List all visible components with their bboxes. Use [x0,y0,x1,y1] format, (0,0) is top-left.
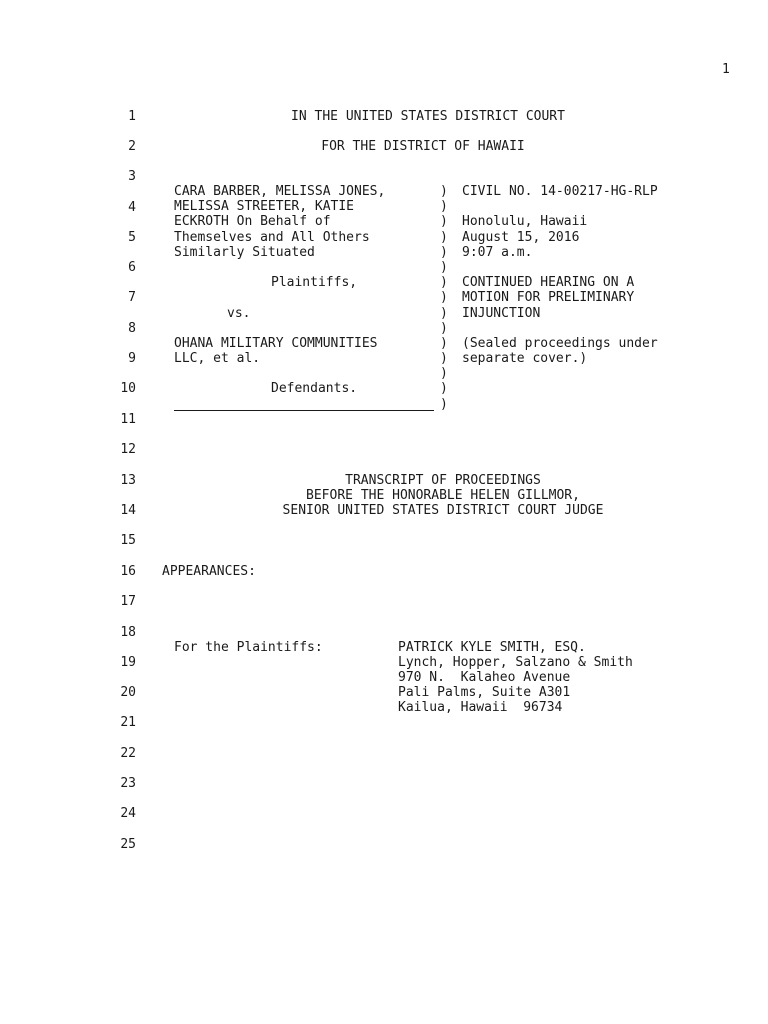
counsel-line: PATRICK KYLE SMITH, ESQ. [398,640,586,655]
page-number: 1 [722,62,730,77]
line-number: 18 [120,625,136,640]
line-number: 13 [120,473,136,488]
line-number: 25 [120,837,136,852]
civil-number: CIVIL NO. 14-00217-HG-RLP [462,184,658,199]
line-number: 4 [128,200,136,215]
line-number: 9 [128,351,136,366]
sealed-note-line: (Sealed proceedings under [462,336,658,351]
defendant-names-line: LLC, et al. [174,351,261,366]
line-number: 1 [128,109,136,124]
counsel-line: Pali Palms, Suite A301 [398,685,571,700]
caption-paren: ) [440,351,448,366]
plaintiff-names-line: CARA BARBER, MELISSA JONES, [174,184,386,199]
caption-paren: ) [440,397,448,412]
line-number: 5 [128,230,136,245]
plaintiff-names-line: MELISSA STREETER, KATIE [174,199,355,214]
caption-paren: ) [440,184,448,199]
defendant-names-line: OHANA MILITARY COMMUNITIES [174,336,378,351]
transcript-judge-line: BEFORE THE HONORABLE HELEN GILLMOR, [306,488,580,503]
line-number: 24 [120,806,136,821]
caption-paren: ) [440,336,448,351]
sealed-note-line: separate cover.) [462,351,588,366]
line-number: 16 [120,564,136,579]
hearing-date: August 15, 2016 [462,230,580,245]
line-number: 19 [120,655,136,670]
line-number: 23 [120,776,136,791]
counsel-line: Kailua, Hawaii 96734 [398,700,563,715]
transcript-title: TRANSCRIPT OF PROCEEDINGS [345,473,541,488]
line-number: 14 [120,503,136,518]
appearances-heading: APPEARANCES: [162,564,256,579]
caption-paren: ) [440,290,448,305]
counsel-line: 970 N. Kalaheo Avenue [398,670,571,685]
line-number: 17 [120,594,136,609]
hearing-title-line: MOTION FOR PRELIMINARY [462,290,635,305]
caption-paren: ) [440,381,448,396]
plaintiff-names-line: ECKROTH On Behalf of [174,214,331,229]
line-number: 8 [128,321,136,336]
caption-paren: ) [440,366,448,381]
hearing-location: Honolulu, Hawaii [462,214,588,229]
caption-underline [174,410,434,411]
line-number: 7 [128,290,136,305]
caption-paren: ) [440,199,448,214]
line-number: 2 [128,139,136,154]
versus-label: vs. [227,306,251,321]
plaintiffs-label: Plaintiffs, [271,275,358,290]
line-number: 10 [120,381,136,396]
line-number: 22 [120,746,136,761]
caption-paren: ) [440,230,448,245]
court-name: IN THE UNITED STATES DISTRICT COURT [291,109,565,124]
hearing-title-line: CONTINUED HEARING ON A [462,275,635,290]
line-number: 11 [120,412,136,427]
line-number: 3 [128,169,136,184]
caption-paren: ) [440,214,448,229]
defendants-label: Defendants. [271,381,358,396]
plaintiff-names-line: Themselves and All Others [174,230,370,245]
court-district: FOR THE DISTRICT OF HAWAII [321,139,525,154]
counsel-line: Lynch, Hopper, Salzano & Smith [398,655,633,670]
caption-paren: ) [440,306,448,321]
line-number: 12 [120,442,136,457]
hearing-time: 9:07 a.m. [462,245,533,260]
line-number: 6 [128,260,136,275]
transcript-judge-title: SENIOR UNITED STATES DISTRICT COURT JUDGE [282,503,604,518]
line-number: 20 [120,685,136,700]
caption-paren: ) [440,260,448,275]
plaintiff-names-line: Similarly Situated [174,245,315,260]
caption-paren: ) [440,321,448,336]
caption-paren: ) [440,275,448,290]
caption-paren: ) [440,245,448,260]
line-number: 15 [120,533,136,548]
hearing-title-line: INJUNCTION [462,306,541,321]
for-plaintiffs-label: For the Plaintiffs: [174,640,323,655]
line-number: 21 [120,715,136,730]
